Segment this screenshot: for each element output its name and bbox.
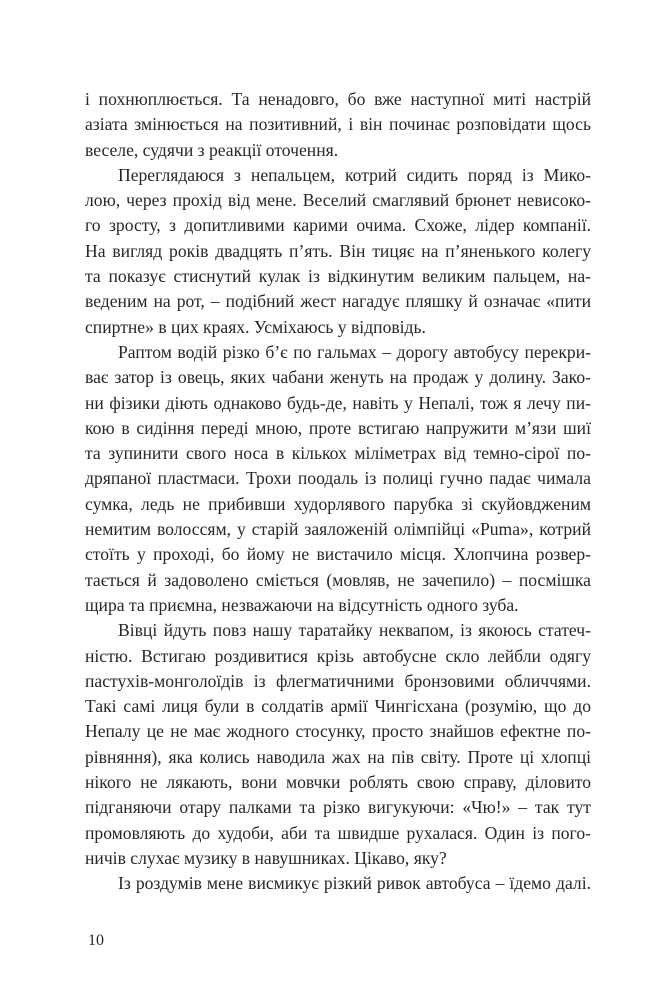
text-line: ничів слухає музику в навушниках. Цікаво, яку? <box>85 847 447 868</box>
text-line: Із роздумів мене висмикує різкий ривок автобуса – їдемо далі. <box>118 873 591 894</box>
text-line: нікого не лякають, вони мовчки роблять свою справу, діловито <box>85 772 591 793</box>
text-line: Вівці йдуть повз нашу таратайку неквапом, із якоюсь статеч- <box>118 620 591 641</box>
text-line: пастухів-монголоїдів із флегматичними бронзовими обличчями. <box>85 670 591 691</box>
paragraph <box>85 340 591 618</box>
paragraph <box>85 163 591 340</box>
text-line: Раптом водій різко б’є по гальмах – дорогу автобусу перекри- <box>118 341 591 362</box>
text-line: Непалу це не має жодного стосунку, просто знайшов ефектне по- <box>85 721 591 742</box>
text-line: азіата змінюється на позитивний, і він починає розповідати щось <box>85 114 591 135</box>
text-line: та показує стиснутий кулак із відкинутим великим пальцем, на- <box>85 266 591 287</box>
text-line: На вигляд років двадцять п’ять. Він тицяє на п’яненького колегу <box>85 240 591 261</box>
text-line: веселе, судячи з реакції оточення. <box>85 139 339 160</box>
paragraph <box>85 871 591 896</box>
text-line: і похнюплюється. Та ненадовго, бо вже наступної миті настрій <box>85 89 591 109</box>
text-line: спиртне» в цих краях. Усміхаюсь у відповідь. <box>85 316 426 337</box>
text-line: лою, через прохід від мене. Веселий смаглявий брюнет невисоко- <box>85 190 591 211</box>
text-line: дряпаної пластмаси. Трохи поодаль із полиці гучно падає чимала <box>85 468 591 489</box>
text-line: та зупинити свого носа в кількох міліметрах від темно-сірої по- <box>85 443 591 464</box>
text-line: стоїть у проході, бо йому не вистачило місця. Хлопчина розвер- <box>85 544 591 565</box>
text-line: веденим на рот, – подібний жест нагадує пляшку й означає «пити <box>85 291 591 312</box>
page-number: 10 <box>88 932 104 949</box>
text-line: підганяючи отару палками та різко вигукуючи: «Чю!» – так тут <box>85 797 591 818</box>
text-line: ває затор із овець, яких чабани женуть на продаж у долину. Зако- <box>85 367 591 388</box>
text-line: тається й задоволено сміється (мовляв, не зачепило) – посмішка <box>85 569 591 590</box>
paragraph <box>85 87 591 163</box>
text-line: рівняння), яка колись наводила жах на пів світу. Проте ці хлопці <box>85 746 591 767</box>
text-line: сумка, ледь не прибивши худорлявого парубка зі скуйовдженим <box>85 493 591 514</box>
paragraph <box>85 618 591 871</box>
text-line: кою в сидіння переді мною, проте встигаю напружити м’язи шиї <box>85 417 591 438</box>
text-line: Переглядаюся з непальцем, котрий сидить поряд із Мико- <box>118 164 591 185</box>
text-line: промовляють до худоби, аби та швидше рухалася. Один із пого- <box>85 822 591 843</box>
text-line: ни фізики діють однаково будь-де, навіть у Непалі, тож я лечу пи- <box>85 392 591 413</box>
body-text <box>85 87 591 897</box>
text-line: немитим волоссям, у старій заяложеній олімпійці «Puma», котрий <box>85 519 591 540</box>
text-line: Такі самі лиця були в солдатів армії Чингісхана (розумію, що до <box>85 696 591 717</box>
text-line: ністю. Встигаю роздивитися крізь автобусне скло лейбли одягу <box>85 645 591 666</box>
text-line: щира та приємна, незважаючи на відсутність одного зуба. <box>85 594 519 615</box>
text-line: го зросту, з допитливими карими очима. Схоже, лідер компанії. <box>85 215 591 236</box>
